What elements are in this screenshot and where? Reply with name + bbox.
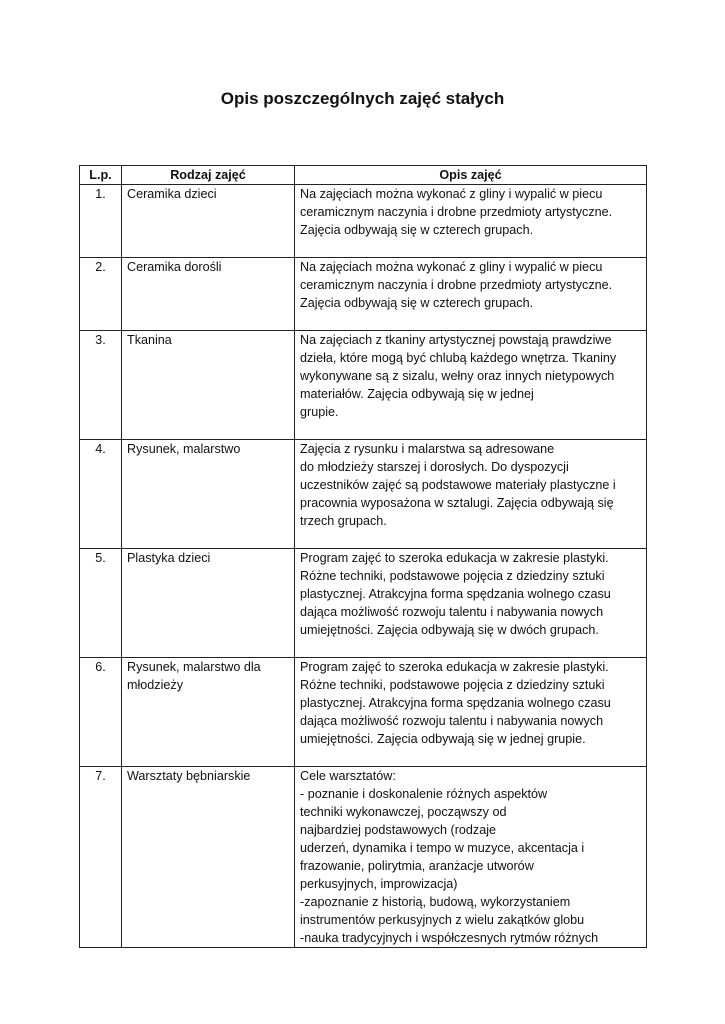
row-number: 2.	[80, 258, 122, 331]
class-description: Program zajęć to szeroka edukacja w zakresie plastyki. Różne techniki, podstawowe pojęcia z dziedziny sztuki plastycznej. Atrakcyjna forma spędzania wolnego czasu dająca możliwość rozwoju talentu i nabywania nowych umiejętności. Zajęcia odbywają się w jednej grupie.	[295, 658, 647, 767]
table-row	[80, 440, 647, 549]
table-row	[80, 331, 647, 440]
row-number: 1.	[80, 185, 122, 258]
class-type: Ceramika dzieci	[122, 185, 295, 258]
class-description: Na zajęciach można wykonać z gliny i wypalić w piecu ceramicznym naczynia i drobne przedmioty artystyczne. Zajęcia odbywają się w czterech grupach.	[295, 258, 647, 331]
class-description: Program zajęć to szeroka edukacja w zakresie plastyki. Różne techniki, podstawowe pojęcia z dziedziny sztuki plastycznej. Atrakcyjna forma spędzania wolnego czasu dająca możliwość rozwoju talentu i nabywania nowych umiejętności. Zajęcia odbywają się w dwóch grupach.	[295, 549, 647, 658]
class-type: Plastyka dzieci	[122, 549, 295, 658]
class-description: Na zajęciach można wykonać z gliny i wypalić w piecu ceramicznym naczynia i drobne przedmioty artystyczne. Zajęcia odbywają się w czterech grupach.	[295, 185, 647, 258]
row-number: 4.	[80, 440, 122, 549]
class-type: Rysunek, malarstwo	[122, 440, 295, 549]
class-description: Zajęcia z rysunku i malarstwa są adresowane do młodzieży starszej i dorosłych. Do dyspozycji uczestników zajęć są podstawowe materiały plastyczne i pracownia wyposażona w sztalugi. Zajęcia odbywają się trzech grupach.	[295, 440, 647, 549]
class-type: Ceramika dorośli	[122, 258, 295, 331]
header-description: Opis zajęć	[295, 166, 647, 185]
row-number: 5.	[80, 549, 122, 658]
header-type: Rodzaj zajęć	[122, 166, 295, 185]
header-lp: L.p.	[80, 166, 122, 185]
table-row	[80, 549, 647, 658]
class-type: Rysunek, malarstwo dla młodzieży	[122, 658, 295, 767]
class-type: Warsztaty bębniarskie	[122, 767, 295, 948]
table-row	[80, 185, 647, 258]
class-description: Na zajęciach z tkaniny artystycznej powstają prawdziwe dzieła, które mogą być chlubą każdego wnętrza. Tkaniny wykonywane są z sizalu, wełny oraz innych nietypowych materiałów. Zajęcia odbywają się w jednej grupie.	[295, 331, 647, 440]
class-type: Tkanina	[122, 331, 295, 440]
table-row	[80, 258, 647, 331]
row-number: 6.	[80, 658, 122, 767]
table-row	[80, 767, 647, 948]
classes-table	[79, 165, 647, 948]
row-number: 7.	[80, 767, 122, 948]
page-title: Opis poszczególnych zajęć stałych	[220, 89, 505, 108]
row-number: 3.	[80, 331, 122, 440]
class-description: Cele warsztatów: - poznanie i doskonalenie różnych aspektów techniki wykonawczej, począwszy od najbardziej podstawowych (rodzaje uderzeń, dynamika i tempo w muzyce, akcentacja i frazowanie, polirytmia, aranżacje utworów perkusyjnych, improwizacja) -zapoznanie z historią, budową, wykorzystaniem instrumentów perkusyjnych z wielu zakątków globu -nauka tradycyjnych i współczesnych rytmów różnych	[295, 767, 647, 948]
table-row	[80, 658, 647, 767]
table-header-row	[80, 166, 647, 185]
